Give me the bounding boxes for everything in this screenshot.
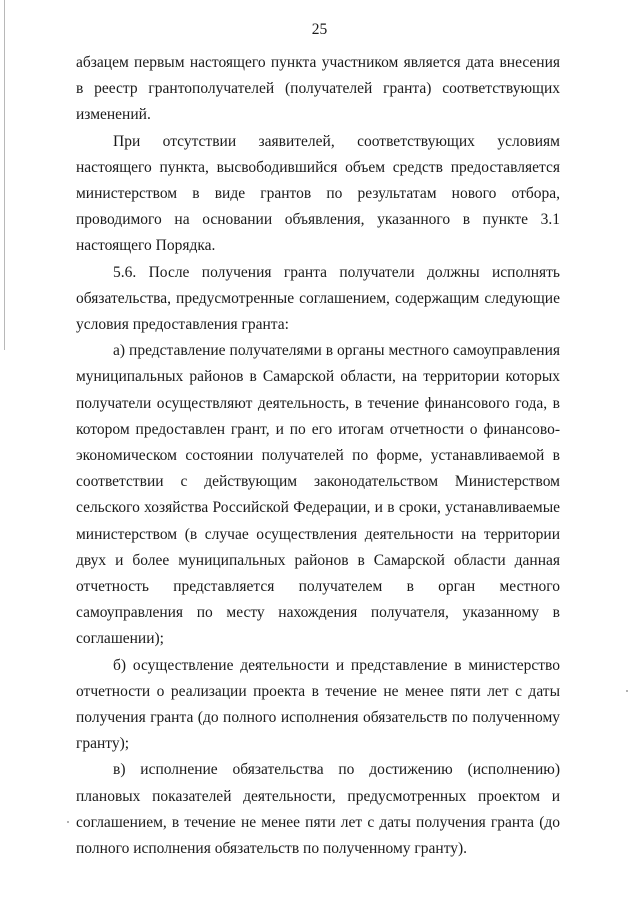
paragraph-item-a: а) представление получателями в органы местного самоуправления муниципальных районов в Самарской области, на территории которых получатели осуществляют деятельность, в течение финансового года, в котором предоставлен грант, и по его итогам отчетности о финансово-экономическом состоянии получателей по форме, устанавливаемой в соответствии с действующим законодательством Министерством сельского хозяйства Российской Федерации, и в сроки, устанавливаемые министерством (в случае осуществления деятельности на территории двух и более муниципальных районов в Самарской области данная отчетность представляется получателем в орган местного самоуправления по месту нахождения получателя, указанному в соглашении); — [76, 342, 560, 648]
paragraph-continuation: абзацем первым настоящего пункта участником является дата внесения в реестр грантополучателей (получателей гранта) соответствующих изменений. — [76, 54, 560, 124]
paragraph-section-5-6: 5.6. После получения гранта получатели должны исполнять обязательства, предусмотренные соглашением, содержащим следующие условия предоставления гранта: — [76, 263, 560, 334]
document-body — [76, 50, 560, 862]
scan-dot-left — [67, 821, 69, 823]
page-number: 25 — [311, 21, 328, 38]
paragraph-item-b: б) осуществление деятельности и представление в министерство отчетности о реализации проекта в течение не менее пяти лет с даты получения гранта (до полного исполнения обязательств по полученному гранту); — [76, 656, 560, 753]
left-margin-scan-mark — [4, 0, 5, 350]
paragraph-no-applicants: При отсутствии заявителей, соответствующих условиям настоящего пункта, высвободившийся объем средств предоставляется министерством в виде грантов по результатам нового отбора, проводимого на основании объявления, указанного в пункте 3.1 настоящего Порядка. — [76, 132, 560, 255]
paragraph-item-v: в) исполнение обязательства по достижению (исполнению) плановых показателей деятельности, предусмотренных проектом и соглашением, в течение не менее пяти лет с даты получения гранта (до полного исполнения обязательств по полученному гранту). — [76, 761, 560, 858]
scan-dot-right — [626, 690, 628, 692]
